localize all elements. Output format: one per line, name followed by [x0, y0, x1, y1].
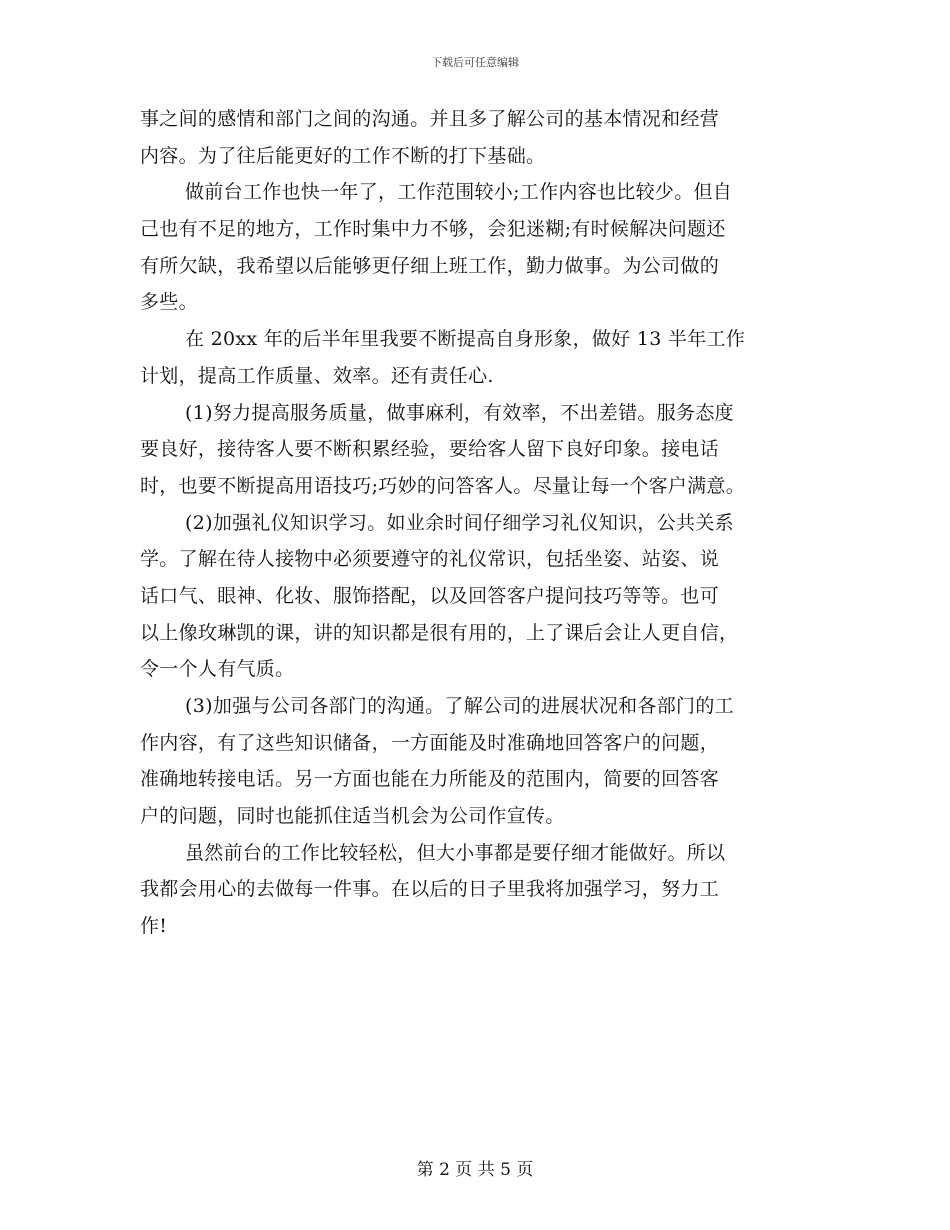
text-line: (1)努力提高服务质量，做事麻利，有效率，不出差错。服务态度: [185, 401, 734, 424]
text-line: 己也有不足的地方，工作时集中力不够，会犯迷糊;有时候解决问题还: [140, 218, 726, 241]
text-line: 作!: [140, 915, 168, 938]
text-line: 要良好，接待客人要不断积累经验，要给客人留下良好印象。接电话: [140, 438, 720, 461]
text-line: (2)加强礼仪知识学习。如业余时间仔细学习礼仪知识，公共关系: [185, 511, 734, 534]
text-line: 在 20xx 年的后半年里我要不断提高自身形象，做好 13 半年工作: [185, 328, 746, 351]
text-line: 计划，提高工作质量、效率。还有责任心.: [140, 364, 494, 387]
text-line: 内容。为了往后能更好的工作不断的打下基础。: [140, 144, 546, 167]
text-line: 多些。: [140, 291, 198, 314]
text-line: 学。了解在待人接物中必须要遵守的礼仪常识，包括坐姿、站姿、说: [140, 548, 720, 571]
text-line: 做前台工作也快一年了，工作范围较小;工作内容也比较少。但自: [185, 181, 733, 204]
text-line: 以上像玫琳凯的课，讲的知识都是很有用的，上了课后会让人更自信，: [140, 621, 739, 644]
text-line: 作内容，有了这些知识储备，一方面能及时准确地回答客户的问题，: [140, 731, 720, 754]
page-header: 下载后可任意编辑: [431, 56, 519, 69]
text-line: 准确地转接电话。另一方面也能在力所能及的范围内，简要的回答客: [140, 768, 720, 791]
document-body: [140, 101, 820, 945]
text-line: 户的问题，同时也能抓住适当机会为公司作宣传。: [140, 805, 565, 828]
text-line: 我都会用心的去做每一件事。在以后的日子里我将加强学习，努力工: [140, 878, 720, 901]
text-line: 虽然前台的工作比较轻松，但大小事都是要仔细才能做好。所以: [185, 841, 726, 864]
text-line: 时，也要不断提高用语技巧;巧妙的问答客人。尽量让每一个客户满意。: [140, 474, 746, 497]
text-line: 话口气、眼神、化妆、服饰搭配，以及回答客户提问技巧等等。也可: [140, 584, 720, 607]
text-line: 令一个人有气质。: [140, 658, 295, 681]
page-footer: 第 2 页 共 5 页: [416, 1160, 534, 1180]
text-line: (3)加强与公司各部门的沟通。了解公司的进展状况和各部门的工: [185, 695, 734, 717]
text-line: 事之间的感情和部门之间的沟通。并且多了解公司的基本情况和经营: [140, 108, 720, 130]
text-line: 有所欠缺，我希望以后能够更仔细上班工作，勤力做事。为公司做的: [140, 254, 720, 277]
